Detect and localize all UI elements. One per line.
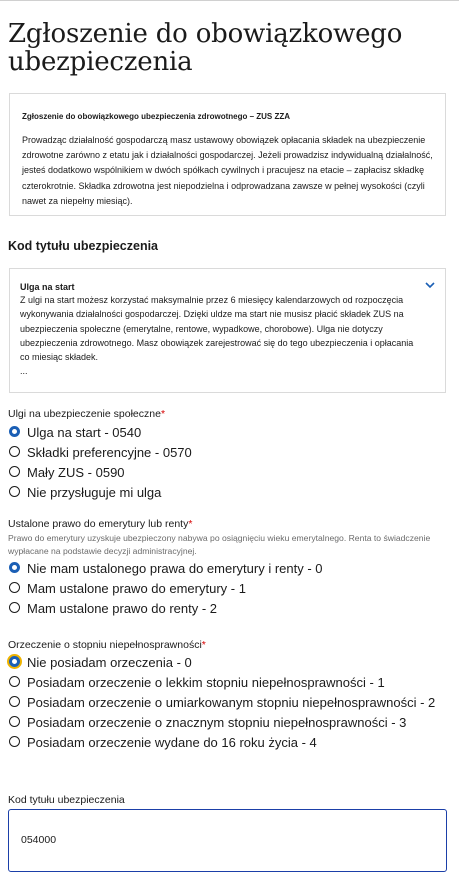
radio-button[interactable] [9,562,20,573]
radio-button[interactable] [9,602,20,613]
pension-label: Ustalone prawo do emerytury lub renty* [8,518,193,530]
relief-label: Ulgi na ubezpieczenie społeczne* [8,408,166,420]
pension-hint: Prawo do emerytury uzyskuje ubezpieczony nabywa po osiągnięciu wieku emerytalnego. Renta to świadczenie wypłacane na podstawie decyzji administracyjnej. [8,533,431,556]
radio-button[interactable] [9,486,20,497]
pension-option[interactable]: Mam ustalone prawo do emerytury - 1 [8,579,448,599]
radio-button[interactable] [9,426,20,437]
section-title: Kod tytułu ubezpieczenia [8,239,159,253]
relief-option[interactable]: Ulga na start - 0540 [8,423,448,443]
accordion-body: Z ulgi na start możesz korzystać maksymalnie przez 6 miesięcy kalendarzowych od rozpoczęcia wykonywania działalności gospodarczej. Dzięki uldze ma start nie musisz płacić składek ZUS na ubezpieczenia społeczne (emerytalne, rentowe, wypadkowe, chorobowe). Ulga nie dotyczy ubezpieczenia zdrowotnego. Masz obowiązek zarejestrować się do tego ubezpieczenia i opłacania co miesiąc składek. [20,295,414,363]
radio-button[interactable] [9,466,20,477]
pension-group [8,517,448,619]
pension-option[interactable]: Mam ustalone prawo do renty - 2 [8,599,448,619]
radio-button[interactable] [9,446,20,457]
accordion-ulga-na-start[interactable] [9,268,446,393]
disability-option[interactable]: Posiadam orzeczenie wydane do 16 roku życia - 4 [8,733,448,753]
radio-button[interactable] [9,582,20,593]
accordion-title: Ulga na start [20,282,75,292]
disability-option[interactable]: Nie posiadam orzeczenia - 0 [8,653,448,673]
info-heading: Zgłoszenie do obowiązkowego ubezpieczenia zdrowotnego – ZUS ZZA [22,112,291,121]
code-input[interactable]: 054000 [8,809,447,872]
top-divider [0,0,459,1]
radio-button[interactable] [9,676,20,687]
disability-label: Orzeczenie o stopniu niepełnosprawności* [8,639,206,651]
disability-group [8,638,448,753]
relief-option[interactable]: Składki preferencyjne - 0570 [8,443,448,463]
radio-button[interactable] [9,656,20,667]
info-box [9,93,446,216]
chevron-down-icon[interactable] [424,279,436,291]
pension-option[interactable]: Nie mam ustalonego prawa do emerytury i renty - 0 [8,559,448,579]
disability-option[interactable]: Posiadam orzeczenie o znacznym stopniu niepełnosprawności - 3 [8,713,448,733]
page-title: Zgłoszenie do obowiązkowego ubezpieczenia [8,19,403,77]
relief-option[interactable]: Mały ZUS - 0590 [8,463,448,483]
disability-option[interactable]: Posiadam orzeczenie o umiarkowanym stopniu niepełnosprawności - 2 [8,693,448,713]
accordion-ellipsis: ... [20,366,28,377]
pension-options [8,559,448,619]
relief-options [8,423,448,503]
relief-group [8,407,448,503]
relief-option[interactable]: Nie przysługuje mi ulga [8,483,448,503]
disability-options [8,653,448,753]
radio-button[interactable] [9,716,20,727]
info-body: Prowadząc działalność gospodarczą masz ustawowy obowiązek opłacania składek na ubezpieczenie zdrowotne zarówno z etatu jak i działalności gospodarczej. Jeżeli prowadzisz indywidualną działalność, jesteś dodatkowo wspólnikiem w dwóch spółkach cywilnych i pracujesz na etacie – zapłacisz składkę czterokrotnie. Składka zdrowotna jest niepodzielna i odprowadzana zawsze w pełnej wysokości (czyli nawet za niepełny miesiąc). [22,135,433,206]
disability-option[interactable]: Posiadam orzeczenie o lekkim stopniu niepełnosprawności - 1 [8,673,448,693]
radio-button[interactable] [9,736,20,747]
radio-button[interactable] [9,696,20,707]
code-field-label: Kod tytułu ubezpieczenia [8,794,125,806]
